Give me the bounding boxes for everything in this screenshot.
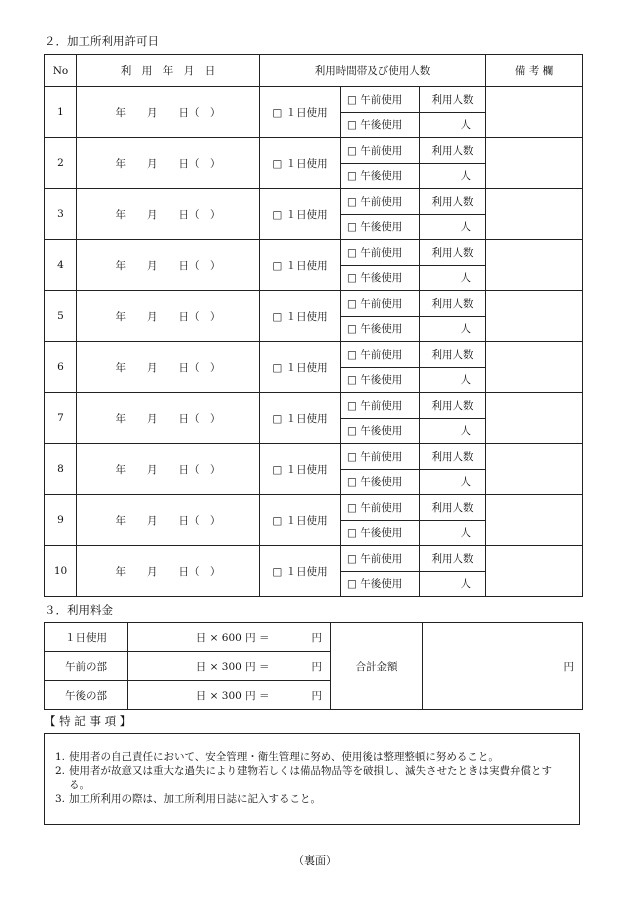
count-field[interactable]: 人	[420, 520, 486, 546]
header-remarks: 備 考 欄	[486, 55, 583, 87]
count-label: 利用人数	[420, 291, 486, 317]
note-text: 使用者の自己責任において、安全管理・衛生管理に努め、使用後は整理整頓に努めること。	[69, 751, 499, 763]
morning-checkbox[interactable]: □ 午前使用	[341, 495, 420, 521]
date-field[interactable]: 年 月 日（ ）	[77, 138, 260, 189]
table-row	[45, 444, 583, 470]
table-row	[45, 240, 583, 266]
fullday-checkbox[interactable]: □ １日使用	[260, 342, 341, 393]
remarks-field[interactable]	[486, 87, 583, 138]
row-number: 3	[45, 189, 77, 240]
count-label: 利用人数	[420, 342, 486, 368]
morning-checkbox[interactable]: □ 午前使用	[341, 240, 420, 266]
section-title-dates: ２．加工所利用許可日	[44, 34, 159, 48]
morning-checkbox[interactable]: □ 午前使用	[341, 546, 420, 572]
table-row	[45, 342, 583, 368]
remarks-field[interactable]	[486, 342, 583, 393]
fullday-checkbox[interactable]: □ １日使用	[260, 87, 341, 138]
fullday-checkbox[interactable]: □ １日使用	[260, 189, 341, 240]
remarks-field[interactable]	[486, 291, 583, 342]
count-field[interactable]: 人	[420, 418, 486, 444]
count-field[interactable]: 人	[420, 112, 486, 138]
note-number: 2.	[55, 765, 66, 777]
count-field[interactable]: 人	[420, 469, 486, 495]
count-label: 利用人数	[420, 240, 486, 266]
row-number: 2	[45, 138, 77, 189]
table-row	[45, 495, 583, 521]
table-row	[45, 87, 583, 113]
note-number: 1.	[55, 751, 66, 763]
count-label: 利用人数	[420, 444, 486, 470]
count-field[interactable]: 人	[420, 163, 486, 189]
date-field[interactable]: 年 月 日（ ）	[77, 240, 260, 291]
fullday-checkbox[interactable]: □ １日使用	[260, 444, 341, 495]
afternoon-checkbox[interactable]: □ 午後使用	[341, 163, 420, 189]
fee-label: 午前の部	[45, 652, 128, 681]
fee-label: 午後の部	[45, 681, 128, 710]
count-label: 利用人数	[420, 87, 486, 113]
row-number: 5	[45, 291, 77, 342]
row-number: 9	[45, 495, 77, 546]
count-field[interactable]: 人	[420, 367, 486, 393]
table-row	[45, 393, 583, 419]
fee-calc[interactable]: 日 × 600 円 ＝ 円	[128, 623, 331, 652]
table-row	[45, 546, 583, 572]
date-field[interactable]: 年 月 日（ ）	[77, 546, 260, 597]
note-item	[55, 764, 571, 792]
morning-checkbox[interactable]: □ 午前使用	[341, 189, 420, 215]
fullday-checkbox[interactable]: □ １日使用	[260, 291, 341, 342]
row-number: 7	[45, 393, 77, 444]
morning-checkbox[interactable]: □ 午前使用	[341, 342, 420, 368]
afternoon-checkbox[interactable]: □ 午後使用	[341, 265, 420, 291]
remarks-field[interactable]	[486, 546, 583, 597]
fullday-checkbox[interactable]: □ １日使用	[260, 393, 341, 444]
header-date: 利 用 年 月 日	[77, 55, 260, 87]
afternoon-checkbox[interactable]: □ 午後使用	[341, 112, 420, 138]
afternoon-checkbox[interactable]: □ 午後使用	[341, 367, 420, 393]
date-field[interactable]: 年 月 日（ ）	[77, 393, 260, 444]
remarks-field[interactable]	[486, 393, 583, 444]
note-text: 加工所利用の際は、加工所利用日誌に記入すること。	[69, 793, 321, 805]
fullday-checkbox[interactable]: □ １日使用	[260, 495, 341, 546]
table-row	[45, 138, 583, 164]
note-number: 3.	[55, 793, 66, 805]
count-field[interactable]: 人	[420, 265, 486, 291]
date-field[interactable]: 年 月 日（ ）	[77, 342, 260, 393]
morning-checkbox[interactable]: □ 午前使用	[341, 444, 420, 470]
date-field[interactable]: 年 月 日（ ）	[77, 189, 260, 240]
morning-checkbox[interactable]: □ 午前使用	[341, 87, 420, 113]
table-row	[45, 189, 583, 215]
usage-dates-table	[44, 54, 583, 597]
note-item	[55, 792, 571, 806]
fee-row	[45, 623, 583, 652]
notes-box	[44, 733, 580, 825]
notes-title: 【 特 記 事 項 】	[44, 714, 132, 728]
remarks-field[interactable]	[486, 240, 583, 291]
fullday-checkbox[interactable]: □ １日使用	[260, 240, 341, 291]
count-field[interactable]: 人	[420, 571, 486, 597]
date-field[interactable]: 年 月 日（ ）	[77, 444, 260, 495]
note-item	[55, 750, 571, 764]
total-label: 合計金額	[331, 623, 423, 710]
fee-calc[interactable]: 日 × 300 円 ＝ 円	[128, 652, 331, 681]
afternoon-checkbox[interactable]: □ 午後使用	[341, 469, 420, 495]
afternoon-checkbox[interactable]: □ 午後使用	[341, 571, 420, 597]
fee-calc[interactable]: 日 × 300 円 ＝ 円	[128, 681, 331, 710]
afternoon-checkbox[interactable]: □ 午後使用	[341, 520, 420, 546]
count-label: 利用人数	[420, 189, 486, 215]
row-number: 10	[45, 546, 77, 597]
morning-checkbox[interactable]: □ 午前使用	[341, 291, 420, 317]
table-header-row	[45, 55, 583, 87]
morning-checkbox[interactable]: □ 午前使用	[341, 393, 420, 419]
total-amount[interactable]: 円	[423, 623, 583, 710]
afternoon-checkbox[interactable]: □ 午後使用	[341, 316, 420, 342]
date-field[interactable]: 年 月 日（ ）	[77, 87, 260, 138]
count-field[interactable]: 人	[420, 316, 486, 342]
remarks-field[interactable]	[486, 138, 583, 189]
header-no: No	[45, 55, 77, 87]
fullday-checkbox[interactable]: □ １日使用	[260, 546, 341, 597]
morning-checkbox[interactable]: □ 午前使用	[341, 138, 420, 164]
section-title-fees: ３．利用料金	[44, 603, 113, 617]
count-label: 利用人数	[420, 393, 486, 419]
afternoon-checkbox[interactable]: □ 午後使用	[341, 418, 420, 444]
fee-label: １日使用	[45, 623, 128, 652]
fee-table	[44, 622, 583, 710]
page-footer: （裏面）	[293, 854, 337, 867]
row-number: 6	[45, 342, 77, 393]
remarks-field[interactable]	[486, 444, 583, 495]
row-number: 1	[45, 87, 77, 138]
row-number: 8	[45, 444, 77, 495]
date-field[interactable]: 年 月 日（ ）	[77, 495, 260, 546]
count-label: 利用人数	[420, 138, 486, 164]
row-number: 4	[45, 240, 77, 291]
remarks-field[interactable]	[486, 189, 583, 240]
fullday-checkbox[interactable]: □ １日使用	[260, 138, 341, 189]
table-body	[45, 87, 583, 597]
header-time: 利用時間帯及び使用人数	[260, 55, 486, 87]
note-text: 使用者が故意又は重大な過失により建物若しくは備品物品等を破損し、滅失させたときは実費弁償とする。	[69, 765, 552, 791]
count-label: 利用人数	[420, 495, 486, 521]
count-field[interactable]: 人	[420, 214, 486, 240]
afternoon-checkbox[interactable]: □ 午後使用	[341, 214, 420, 240]
remarks-field[interactable]	[486, 495, 583, 546]
date-field[interactable]: 年 月 日（ ）	[77, 291, 260, 342]
count-label: 利用人数	[420, 546, 486, 572]
table-row	[45, 291, 583, 317]
